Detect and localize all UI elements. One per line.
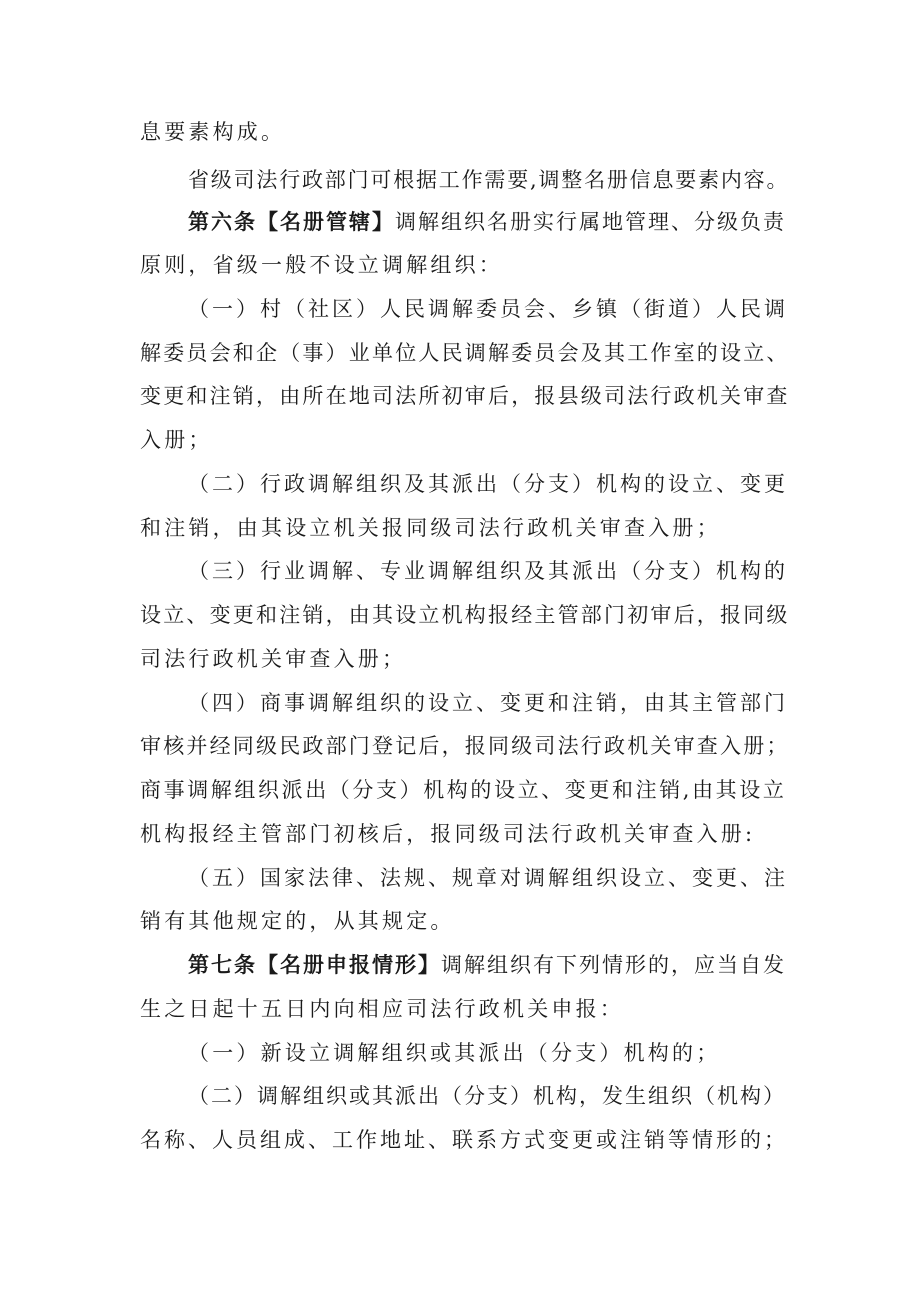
paragraph-line [0,381,920,411]
paragraph-line [0,775,920,805]
paragraph-line [0,556,920,586]
line-text: （一）新设立调解组织或其派出（分支）机构的； [188,1041,721,1065]
article-heading: 第七条【名册申报情形】 [188,952,441,977]
line-text: 息要素构成。 [140,120,286,144]
article-6-line [0,207,920,237]
paragraph-line [0,1125,920,1155]
paragraph-line [0,863,920,893]
paragraph-line [0,294,920,324]
line-text: 省级司法行政部门可根据工作需要,调整名册信息要素内容。 [188,168,790,192]
paragraph-line [0,688,920,718]
line-text: （二）行政调解组织及其派出（分支）机构的设立、变更 [188,472,788,496]
paragraph-line [0,994,920,1024]
line-text: 调解组织有下列情形的，应当自发 [441,953,786,977]
paragraph-line [0,165,920,195]
line-text: 设立、变更和注销，由其设立机构报经主管部门初审后，报同级 [140,603,790,627]
paragraph-line [0,425,920,455]
line-text: 解委员会和企（事）业单位人民调解委员会及其工作室的设立、 [140,341,790,365]
paragraph-line [0,117,920,147]
paragraph-line [0,513,920,543]
paragraph-line [0,469,920,499]
line-text: 商事调解组织派出（分支）机构的设立、变更和注销,由其设立 [140,778,787,802]
line-text: 名称、人员组成、工作地址、联系方式变更或注销等情形的； [140,1128,788,1152]
line-text: 审核并经同级民政部门登记后，报同级司法行政机关审查入册； [140,734,790,758]
paragraph-line [0,819,920,849]
line-text: （四）商事调解组织的设立、变更和注销，由其主管部门 [188,691,788,715]
line-text: （三）行业调解、专业调解组织及其派出（分支）机构的 [188,559,788,583]
paragraph-line [0,600,920,630]
paragraph-line [0,1081,920,1111]
line-text: 和注销，由其设立机关报同级司法行政机关审查入册； [140,516,721,540]
line-text: 调解组织名册实行属地管理、分级负责 [395,210,786,234]
line-text: 变更和注销，由所在地司法所初审后，报县级司法行政机关审查 [140,384,790,408]
line-text: 机构报经主管部门初核后，报同级司法行政机关审查入册: [140,822,756,846]
article-7-line [0,950,920,980]
line-text: 销有其他规定的，从其规定。 [140,909,455,933]
paragraph-line [0,338,920,368]
line-text: 生之日起十五日内向相应司法行政机关申报： [140,997,624,1021]
line-text: （一）村（社区）人民调解委员会、乡镇（街道）人民调 [188,297,788,321]
line-text: 入册； [140,428,213,452]
line-text: 司法行政机关审查入册； [140,647,407,671]
paragraph-line [0,250,920,280]
paragraph-line [0,644,920,674]
line-text: （五）国家法律、法规、规章对调解组织设立、变更、注 [188,866,788,890]
article-heading: 第六条【名册管辖】 [188,209,395,234]
paragraph-line [0,1038,920,1068]
paragraph-line [0,731,920,761]
line-text: 原则，省级一般不设立调解组织： [140,253,503,277]
paragraph-line [0,906,920,936]
line-text: （二）调解组织或其派出（分支）机构，发生组织（机构） [188,1084,786,1108]
